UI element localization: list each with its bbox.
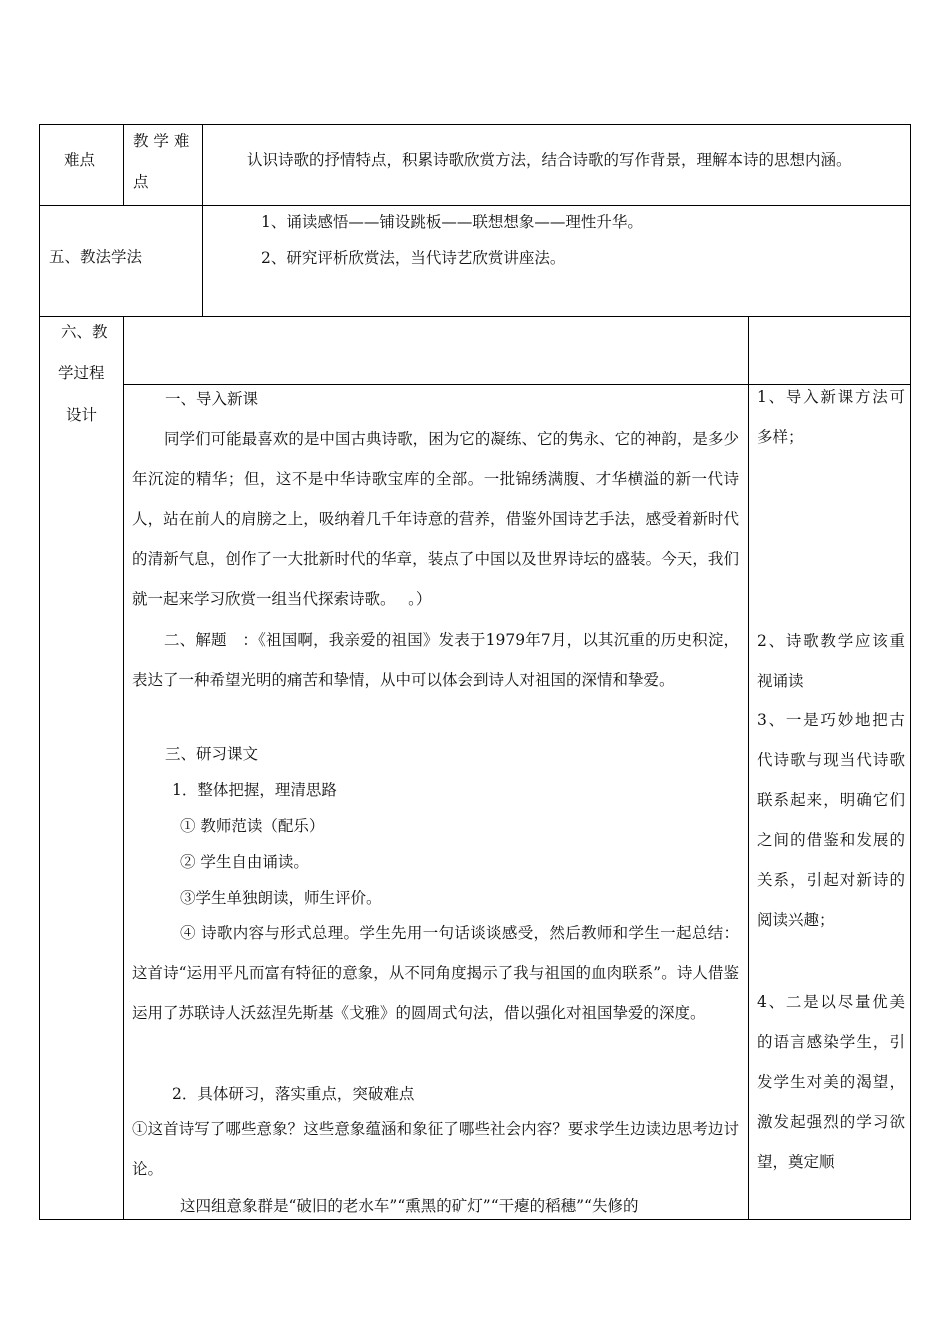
section2-body: 二、解题 ：《祖国啊，我亲爱的祖国》发表于1979年7月，以其沉重的历史积淀，表达了一种希望光明的痛苦和挚情，从中可以体会到诗人对祖国的深情和挚爱。 xyxy=(132,631,739,689)
side-note-4: 4、二是以尽量优美的语言感染学生，引发学生对美的渴望，激发起强烈的学习欲望，奠定顺 xyxy=(757,993,905,1171)
last-line: 这四组意象群是“破旧的老水车”“熏黑的矿灯”“干瘪的稻穗”“失修的 xyxy=(180,1197,639,1215)
methods-label: 五、教法学法 xyxy=(49,248,143,266)
table-border-right xyxy=(910,124,911,1220)
question-1: ①这首诗写了哪些意象？这些意象蕴涵和象征了哪些社会内容？要求学生边读边思考边讨论。 xyxy=(132,1120,739,1178)
step-2: ② 学生自由诵读。 xyxy=(180,853,309,871)
row-divider-2 xyxy=(39,316,911,317)
process-label-line1: 六、教 xyxy=(61,323,108,341)
side-note-2: 2、诗歌教学应该重视诵读 xyxy=(757,632,905,690)
col-divider-label xyxy=(123,124,124,206)
table-border-left xyxy=(39,124,40,1220)
methods-item-1: 1、诵读感悟——铺设跳板——联想想象——理性升华。 xyxy=(261,213,643,231)
side-note-1: 1、导入新课方法可多样； xyxy=(757,388,905,446)
teaching-difficulty-label-line2: 点 xyxy=(133,173,149,191)
sub2-title: 2．具体研习，落实重点，突破难点 xyxy=(172,1085,415,1103)
step-3: ③学生单独朗读，师生评价。 xyxy=(180,889,382,907)
col-divider-sublabel xyxy=(202,124,203,317)
row-divider-1 xyxy=(39,205,911,206)
table-border-top xyxy=(39,124,911,125)
section3-title: 三、研习课文 xyxy=(165,745,259,763)
col-divider-label-2 xyxy=(123,316,124,1220)
difficulty-label: 难点 xyxy=(64,151,96,169)
teaching-difficulty-label-line1: 教 学 难 xyxy=(133,132,190,150)
step-1: ① 教师范读（配乐） xyxy=(180,817,325,835)
col-divider-notes xyxy=(748,316,749,1220)
difficulty-content: 认识诗歌的抒情特点，积累诗歌欣赏方法，结合诗歌的写作背景，理解本诗的思想内涵。 xyxy=(247,151,852,169)
methods-item-2: 2、研究评析欣赏法，当代诗艺欣赏讲座法。 xyxy=(261,249,566,267)
step-4: ④ 诗歌内容与形式总理。学生先用一句话谈谈感受，然后教师和学生一起总结：这首诗“运用平凡而富有特征的意象，从不同角度揭示了我与祖国的血肉联系”。诗人借鉴运用了苏联诗人沃兹涅先斯基《戈雅》的圆周式句法，借以强化对祖国挚爱的深度。 xyxy=(132,924,739,1022)
process-label-line2: 学过程 xyxy=(58,364,105,382)
table-border-bottom xyxy=(39,1219,911,1220)
side-note-3: 3、一是巧妙地把古代诗歌与现当代诗歌联系起来，明确它们之间的借鉴和发展的关系，引起对新诗的阅读兴趣； xyxy=(757,711,905,929)
section1-title: 一、导入新课 xyxy=(165,390,259,408)
sub1-title: 1．整体把握，理清思路 xyxy=(172,781,337,799)
process-label-line3: 设计 xyxy=(66,406,98,424)
section1-body: 同学们可能最喜欢的是中国古典诗歌，困为它的凝练、它的隽永、它的神韵，是多少年沉淀的精华；但，这不是中华诗歌宝库的全部。一批锦绣满腹、才华横溢的新一代诗人，站在前人的肩膀之上，吸纳着几千年诗意的营养，借鉴外国诗艺手法，感受着新时代的清新气息，创作了一大批新时代的华章，装点了中国以及世界诗坛的盛装。今天，我们就一起来学习欣赏一组当代探索诗歌。 。） xyxy=(132,430,739,608)
